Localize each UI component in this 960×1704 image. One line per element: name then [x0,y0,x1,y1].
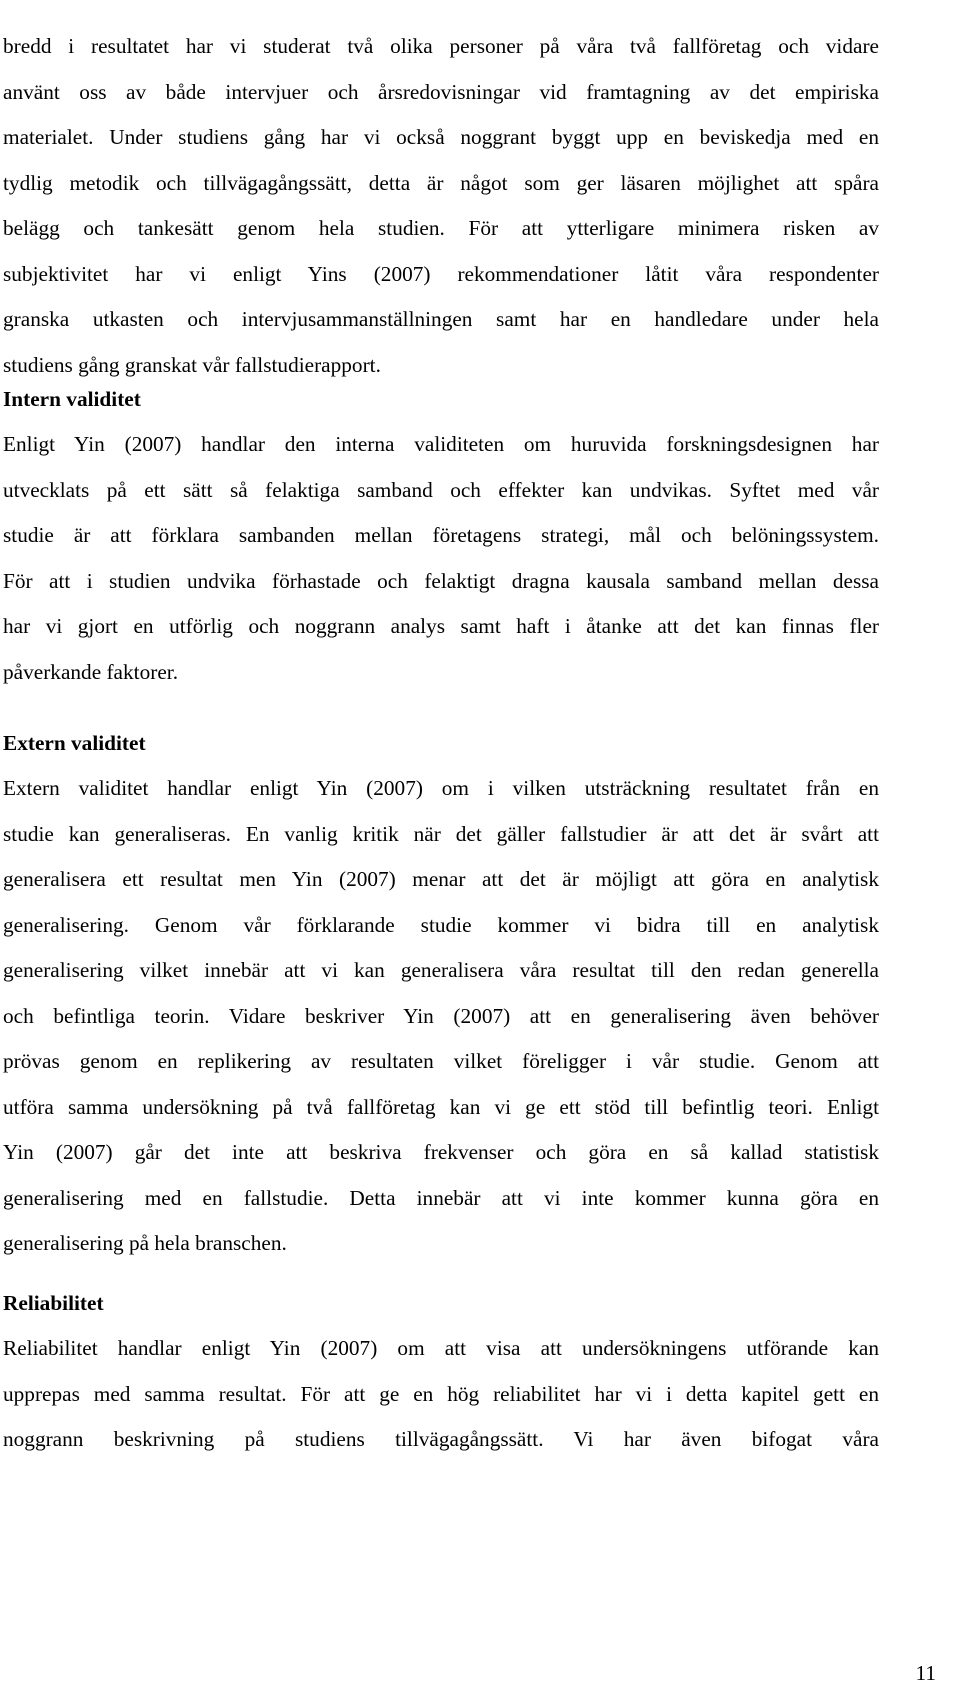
text-line: generalisering. Genom vår förklarande studie kommer vi bidra till en analytisk [3,912,879,937]
paragraph-triangulation [3,24,879,388]
text-line: Yin (2007) går det inte att beskriva frekvenser och göra en så kallad statistisk [3,1140,879,1164]
page-number: 11 [915,1661,936,1685]
text-line: generalisera ett resultat men Yin (2007) menar att det är möjligt att göra en analytisk [3,867,879,891]
paragraph-reliabilitet [3,1326,879,1463]
paragraph-intern-validitet [3,422,879,695]
heading-text: Intern validitet [3,387,141,411]
section-heading-reliabilitet [3,1281,879,1327]
text-line: tydlig metodik och tillvägagångssätt, detta är något som ger läsaren möjlighet att spåra [3,170,879,195]
section-heading-intern-validitet [3,377,879,423]
text-line: påverkande faktorer. [3,659,179,684]
text-line: subjektivitet har vi enligt Yins (2007) rekommendationer låtit våra respondenter [3,261,879,286]
text-line: materialet. Under studiens gång har vi också noggrant byggt upp en beviskedja med en [3,125,879,149]
text-line: noggrann beskrivning på studiens tillvägagångssätt. Vi har även bifogat våra [3,1427,879,1451]
text-line: bredd i resultatet har vi studerat två olika personer på våra två fallföretag och vidare [3,34,879,58]
text-line: generalisering med en fallstudie. Detta innebär att vi inte kommer kunna göra en [3,1185,879,1210]
text-line: Enligt Yin (2007) handlar den interna validiteten om huruvida forskningsdesignen har [3,432,879,456]
heading-text: Reliabilitet [3,1291,104,1315]
text-line: har vi gjort en utförlig och noggrann analys samt haft i åtanke att det kan finnas fler [3,614,879,638]
text-line: generalisering vilket innebär att vi kan generalisera våra resultat till den redan generella [3,958,879,982]
text-line: och befintliga teorin. Vidare beskriver Yin (2007) att en generalisering även behöver [3,1003,879,1028]
paragraph-extern-validitet [3,766,879,1267]
text-line: belägg och tankesätt genom hela studien. För att ytterligare minimera risken av [3,216,879,240]
text-line: upprepas med samma resultat. För att ge en hög reliabilitet har vi i detta kapitel gett en [3,1381,879,1406]
text-line: studie är att förklara sambanden mellan företagens strategi, mål och belöningssystem. [3,523,879,547]
text-line: generalisering på hela branschen. [3,1231,287,1255]
section-heading-extern-validitet [3,721,879,767]
text-line: utvecklats på ett sätt så felaktiga samband och effekter kan undvikas. Syftet med vår [3,477,879,502]
text-line: Extern validitet handlar enligt Yin (2007) om i vilken utsträckning resultatet från en [3,776,879,800]
text-line: granska utkasten och intervjusammanställningen samt har en handledare under hela [3,307,879,331]
text-line: För att i studien undvika förhastade och felaktigt dragna kausala samband mellan dessa [3,568,879,593]
text-line: Reliabilitet handlar enligt Yin (2007) om att visa att undersökningens utförande kan [3,1336,879,1360]
text-line: prövas genom en replikering av resultaten vilket föreligger i vår studie. Genom att [3,1049,879,1073]
text-line: studie kan generaliseras. En vanlig kritik när det gäller fallstudier är att det är svårt att [3,821,879,846]
heading-text: Extern validitet [3,731,146,755]
text-line: utföra samma undersökning på två fallföretag kan vi ge ett stöd till befintlig teori. Enligt [3,1094,879,1119]
text-line: studiens gång granskat vår fallstudierapport. [3,352,381,377]
text-line: använt oss av både intervjuer och årsredovisningar vid framtagning av det empiriska [3,79,879,104]
